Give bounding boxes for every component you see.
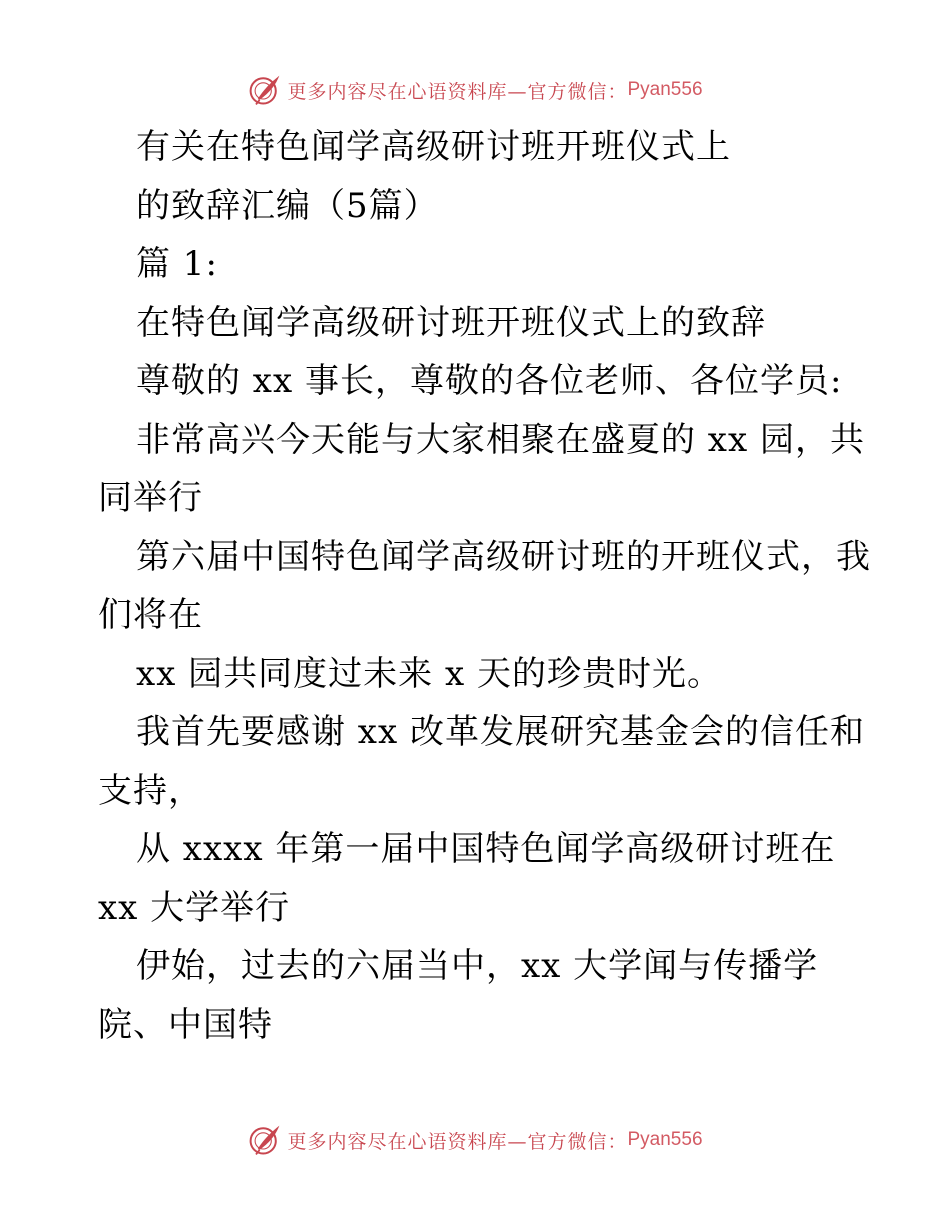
- quill-logo-icon: [247, 1122, 283, 1158]
- text-line: 篇 1:: [136, 244, 218, 284]
- text-line: 我首先要感谢 xx 改革发展研究基金会的信任和: [136, 712, 865, 752]
- document-body: [98, 118, 871, 1054]
- text-line: 尊敬的 xx 事长，尊敬的各位老师、各位学员:: [136, 361, 843, 401]
- text-line: 在特色闻学高级研讨班开班仪式上的致辞: [136, 302, 766, 343]
- text-line: 有关在特色闻学高级研讨班开班仪式上: [136, 127, 731, 167]
- text-line: 第六届中国特色闻学高级研讨班的开班仪式，我: [136, 536, 871, 577]
- footer-watermark: [0, 1120, 950, 1160]
- watermark-text: 更多内容尽在心语资料库—官方微信：: [287, 1130, 628, 1153]
- watermark-wechat-id: Pyan556: [627, 79, 703, 100]
- text-line: 院、中国特: [98, 1004, 273, 1045]
- text-line: 的致辞汇编（5篇）: [136, 185, 439, 226]
- watermark-wechat-id: Pyan556: [627, 1129, 703, 1150]
- text-line: 同举行: [98, 478, 203, 518]
- text-line: 支持，: [98, 770, 203, 811]
- text-line: xx 园共同度过未来 x 天的珍贵时光。: [136, 653, 722, 694]
- text-line: xx 大学举行: [98, 887, 291, 928]
- text-line: 从 xxxx 年第一届中国特色闻学高级研讨班在: [136, 829, 836, 869]
- watermark-text: 更多内容尽在心语资料库—官方微信：: [287, 80, 628, 103]
- text-line: 伊始，过去的六届当中，xx 大学闻与传播学: [136, 946, 819, 986]
- text-line: 们将在: [98, 595, 203, 635]
- quill-logo-icon: [247, 72, 283, 108]
- header-watermark: [0, 70, 950, 110]
- text-line: 非常高兴今天能与大家相聚在盛夏的 xx 园，共: [136, 419, 865, 460]
